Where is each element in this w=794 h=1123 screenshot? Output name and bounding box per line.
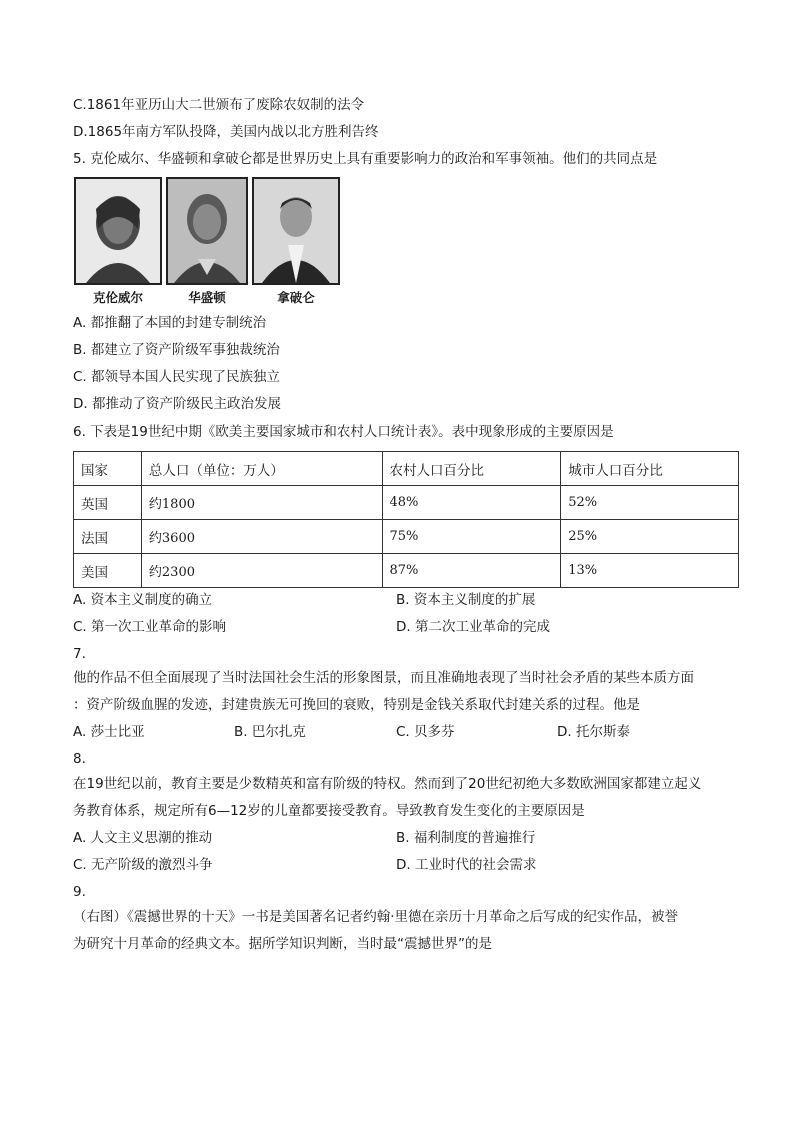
q6-stem: 6. 下表是19世纪中期《欧美主要国家城市和农村人口统计表》。表中现象形成的主要原因是 — [73, 424, 614, 440]
photo-caption: 克伦威尔 — [92, 290, 143, 305]
q5-option-a: A. 都推翻了本国的封建专制统治 — [73, 315, 267, 331]
napoleon-portrait — [252, 177, 340, 285]
table-cell: 75% — [382, 520, 561, 554]
q8-stem-line2: 务教育体系，规定所有6—12岁的儿童都要接受教育。导致教育发生变化的主要原因是 — [73, 803, 585, 819]
washington-portrait — [166, 177, 248, 285]
q6-option-c: C. 第一次工业革命的影响 — [73, 619, 227, 635]
q9-number: 9. — [73, 884, 86, 900]
table-cell: 48% — [382, 486, 561, 520]
table-header-cell: 城市人口百分比 — [561, 452, 739, 486]
photo-caption: 拿破仑 — [277, 290, 315, 305]
q7-stem-line1: 他的作品不但全面展现了当时法国社会生活的形象图景，而且准确地表现了当时社会矛盾的某些本质方面 — [73, 670, 694, 686]
table-cell: 约3600 — [141, 520, 382, 554]
q8-number: 8. — [73, 751, 86, 767]
table-cell: 52% — [561, 486, 739, 520]
table-cell: 25% — [561, 520, 739, 554]
table-cell: 约2300 — [141, 554, 382, 588]
table-header-row — [74, 452, 739, 486]
q7-option-c: C. 贝多芬 — [396, 724, 455, 740]
q4-option-d: D.1865年南方军队投降，美国内战以北方胜利告终 — [73, 124, 379, 140]
table-cell: 英国 — [74, 486, 142, 520]
q6-option-b: B. 资本主义制度的扩展 — [396, 592, 536, 608]
table-row — [74, 520, 739, 554]
q5-option-d: D. 都推动了资产阶级民主政治发展 — [73, 396, 281, 412]
q7-number: 7. — [73, 646, 86, 662]
q7-option-b: B. 巴尔扎克 — [234, 724, 306, 740]
table-header-cell: 农村人口百分比 — [382, 452, 561, 486]
portrait-strip — [74, 177, 340, 307]
q8-option-c: C. 无产阶级的激烈斗争 — [73, 857, 213, 873]
table-header-cell: 总人口（单位：万人） — [141, 452, 382, 486]
table-cell: 约1800 — [141, 486, 382, 520]
q6-option-d: D. 第二次工业革命的完成 — [396, 619, 550, 635]
q5-stem: 5. 克伦威尔、华盛顿和拿破仑都是世界历史上具有重要影响力的政治和军事领袖。他们的共同点是 — [73, 151, 658, 167]
cromwell-portrait — [74, 177, 162, 285]
population-table — [73, 451, 739, 588]
table-cell: 法国 — [74, 520, 142, 554]
q5-option-b: B. 都建立了资产阶级军事独裁统治 — [73, 342, 280, 358]
table-cell: 13% — [561, 554, 739, 588]
photo-caption: 华盛顿 — [188, 290, 226, 305]
q9-stem-line1: （右图）《震撼世界的十天》一书是美国著名记者约翰·里德在亲历十月革命之后写成的纪实作品，被誉 — [73, 909, 679, 925]
table-row — [74, 554, 739, 588]
q4-option-c: C.1861年亚历山大二世颁布了废除农奴制的法令 — [73, 97, 365, 113]
table-row — [74, 486, 739, 520]
q8-option-d: D. 工业时代的社会需求 — [396, 857, 537, 873]
q5-option-c: C. 都领导本国人民实现了民族独立 — [73, 369, 281, 385]
q7-option-a: A. 莎士比亚 — [73, 724, 145, 740]
q7-stem-line2: ：资产阶级血腥的发迹，封建贵族无可挽回的衰败，特别是金钱关系取代封建关系的过程。他是 — [73, 697, 640, 713]
table-cell: 美国 — [74, 554, 142, 588]
q8-option-b: B. 福利制度的普遍推行 — [396, 830, 536, 846]
q9-stem-line2: 为研究十月革命的经典文本。据所学知识判断，当时最“震撼世界”的是 — [73, 936, 492, 952]
q8-stem-line1: 在19世纪以前，教育主要是少数精英和富有阶级的特权。然而到了20世纪初绝大多数欧洲国家都建立起义 — [73, 776, 702, 792]
q8-option-a: A. 人文主义思潮的推动 — [73, 830, 213, 846]
table-header-cell: 国家 — [74, 452, 142, 486]
q6-option-a: A. 资本主义制度的确立 — [73, 592, 213, 608]
q7-option-d: D. 托尔斯泰 — [557, 724, 630, 740]
table-cell: 87% — [382, 554, 561, 588]
